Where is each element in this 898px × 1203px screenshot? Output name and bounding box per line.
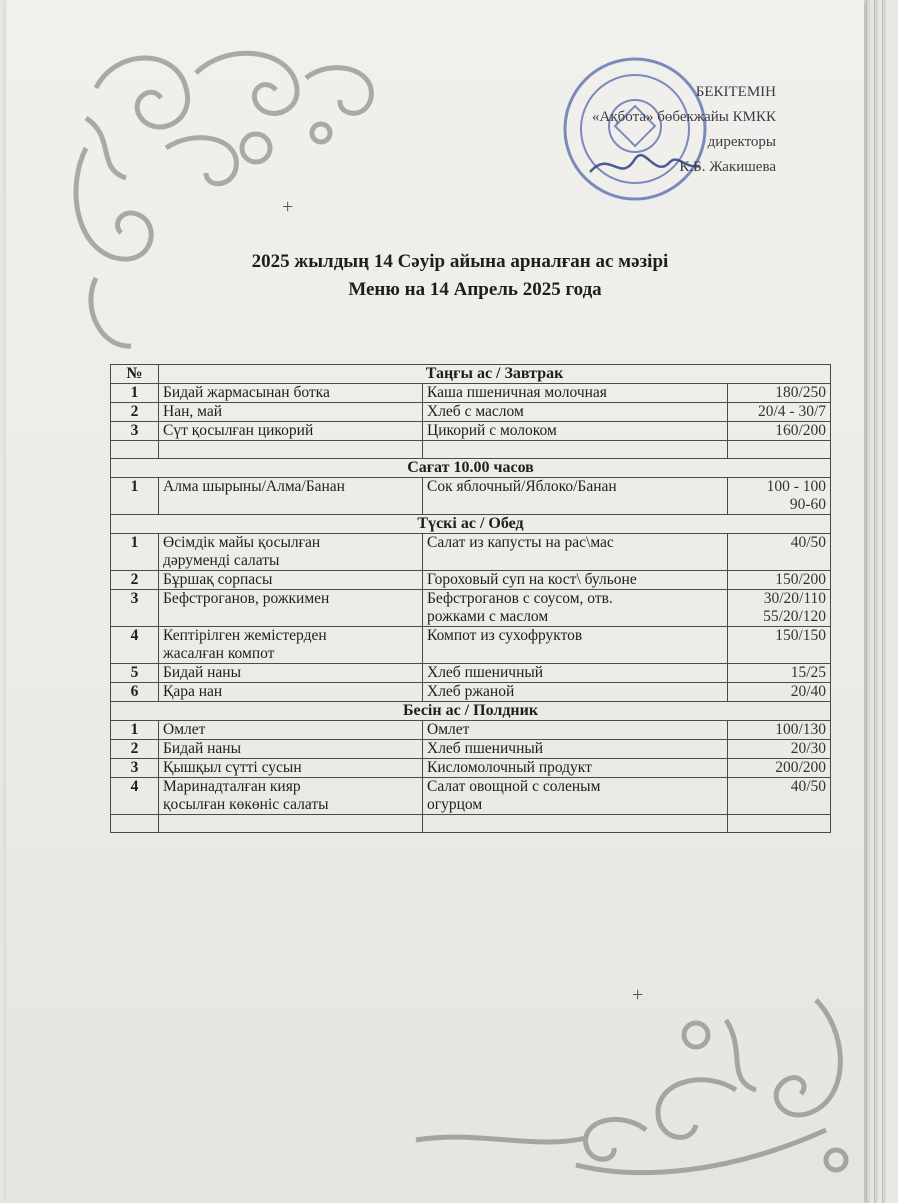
table-row [111, 683, 831, 702]
approval-block [592, 80, 776, 180]
row-number: 1 [111, 534, 159, 571]
section-header-row [111, 365, 831, 384]
table-row [111, 627, 831, 664]
dish-name-russian: Хлеб с маслом [423, 403, 728, 422]
dish-name-kazakh: Омлет [159, 721, 423, 740]
dish-name-kazakh: Бидай жармасынан ботка [159, 384, 423, 403]
dish-name-russian: Каша пшеничная молочная [423, 384, 728, 403]
portion-weight: 40/50 [728, 534, 831, 571]
dish-name-russian: Кисломолочный продукт [423, 759, 728, 778]
dish-name-kazakh: Бидай наны [159, 740, 423, 759]
table-row [111, 721, 831, 740]
document-page [6, 0, 864, 1203]
portion-weight [728, 441, 831, 459]
portion-weight: 15/25 [728, 664, 831, 683]
title-russian: Меню на 14 Апрель 2025 года [348, 279, 602, 300]
table-row [111, 403, 831, 422]
row-number [111, 815, 159, 833]
dish-name-kazakh [159, 815, 423, 833]
paper-stack-edge [866, 0, 870, 1203]
dish-name-russian: Цикорий с молоком [423, 422, 728, 441]
dish-name-kazakh: Өсімдік майы қосылған дәруменді салаты [159, 534, 423, 571]
portion-weight: 30/20/110 55/20/120 [728, 590, 831, 627]
menu-table [110, 364, 831, 833]
row-number: 4 [111, 627, 159, 664]
row-number: 5 [111, 664, 159, 683]
table-row [111, 815, 831, 833]
portion-weight: 100/130 [728, 721, 831, 740]
table-row [111, 759, 831, 778]
approval-heading: БЕКІТЕМІН [695, 84, 776, 100]
approval-organization: «Ақбота» бөбекжайы КМКК [592, 109, 776, 125]
table-row [111, 778, 831, 815]
row-number: 2 [111, 571, 159, 590]
section-header-row [111, 702, 831, 721]
table-row [111, 740, 831, 759]
dish-name-russian: Хлеб ржаной [423, 683, 728, 702]
portion-weight: 150/200 [728, 571, 831, 590]
table-row [111, 422, 831, 441]
row-number: 1 [111, 478, 159, 515]
table-row [111, 478, 831, 515]
row-number: 3 [111, 590, 159, 627]
dish-name-kazakh: Бефстроганов, рожкимен [159, 590, 423, 627]
dish-name-kazakh: Алма шырыны/Алма/Банан [159, 478, 423, 515]
dish-name-russian: Сок яблочный/Яблоко/Банан [423, 478, 728, 515]
dish-name-kazakh: Нан, май [159, 403, 423, 422]
dish-name-kazakh: Қышқыл сүтті сусын [159, 759, 423, 778]
portion-weight: 20/30 [728, 740, 831, 759]
row-number: 3 [111, 422, 159, 441]
title-kazakh: 2025 жылдың 14 Сәуір айына арналған ас мәзірі [251, 251, 669, 272]
dish-name-kazakh: Бидай наны [159, 664, 423, 683]
portion-weight: 180/250 [728, 384, 831, 403]
corner-ornament-bottom-right [396, 980, 866, 1190]
row-number: 3 [111, 759, 159, 778]
table-row [111, 441, 831, 459]
section-header-row [111, 459, 831, 478]
dish-name-kazakh: Маринадталған кияр қосылған көкөніс салаты [159, 778, 423, 815]
table-row [111, 664, 831, 683]
dish-name-kazakh: Сүт қосылған цикорий [159, 422, 423, 441]
table-row [111, 590, 831, 627]
section-title: Бесін ас / Полдник [111, 702, 831, 721]
dish-name-russian: Салат из капусты на рас\мас [423, 534, 728, 571]
plus-ornament-icon: + [632, 984, 644, 1006]
dish-name-russian [423, 815, 728, 833]
dish-name-kazakh: Қара нан [159, 683, 423, 702]
table-row [111, 384, 831, 403]
dish-name-russian: Гороховый суп на кост\ бульоне [423, 571, 728, 590]
dish-name-russian: Омлет [423, 721, 728, 740]
row-number: 2 [111, 740, 159, 759]
dish-name-kazakh [159, 441, 423, 459]
portion-weight: 150/150 [728, 627, 831, 664]
row-number: 4 [111, 778, 159, 815]
menu-titles [6, 248, 864, 304]
table-row [111, 534, 831, 571]
portion-weight: 40/50 [728, 778, 831, 815]
plus-ornament-icon: + [282, 196, 294, 218]
dish-name-russian: Хлеб пшеничный [423, 664, 728, 683]
dish-name-russian: Салат овощной с соленым огурцом [423, 778, 728, 815]
section-title: Түскі ас / Обед [111, 515, 831, 534]
approval-signatory: К.Б. Жакишева [679, 159, 776, 175]
dish-name-russian: Хлеб пшеничный [423, 740, 728, 759]
table-row [111, 571, 831, 590]
portion-weight: 20/4 - 30/7 [728, 403, 831, 422]
dish-name-kazakh: Кептірілген жемістерден жасалған компот [159, 627, 423, 664]
dish-name-russian [423, 441, 728, 459]
row-number: 1 [111, 721, 159, 740]
portion-weight: 160/200 [728, 422, 831, 441]
approval-position: директоры [707, 134, 776, 150]
row-number [111, 441, 159, 459]
portion-weight: 200/200 [728, 759, 831, 778]
dish-name-russian: Бефстроганов с соусом, отв. рожками с маслом [423, 590, 728, 627]
dish-name-kazakh: Бұршақ сорпасы [159, 571, 423, 590]
column-header-number: № [111, 365, 159, 384]
portion-weight [728, 815, 831, 833]
section-title: Сағат 10.00 часов [111, 459, 831, 478]
row-number: 2 [111, 403, 159, 422]
paper-stack-edge [874, 0, 878, 1203]
section-title: Таңғы ас / Завтрак [159, 365, 831, 384]
row-number: 6 [111, 683, 159, 702]
corner-ornament-top-left [56, 28, 416, 368]
portion-weight: 100 - 100 90-60 [728, 478, 831, 515]
dish-name-russian: Компот из сухофруктов [423, 627, 728, 664]
paper-stack-edge [882, 0, 886, 1203]
row-number: 1 [111, 384, 159, 403]
section-header-row [111, 515, 831, 534]
portion-weight: 20/40 [728, 683, 831, 702]
